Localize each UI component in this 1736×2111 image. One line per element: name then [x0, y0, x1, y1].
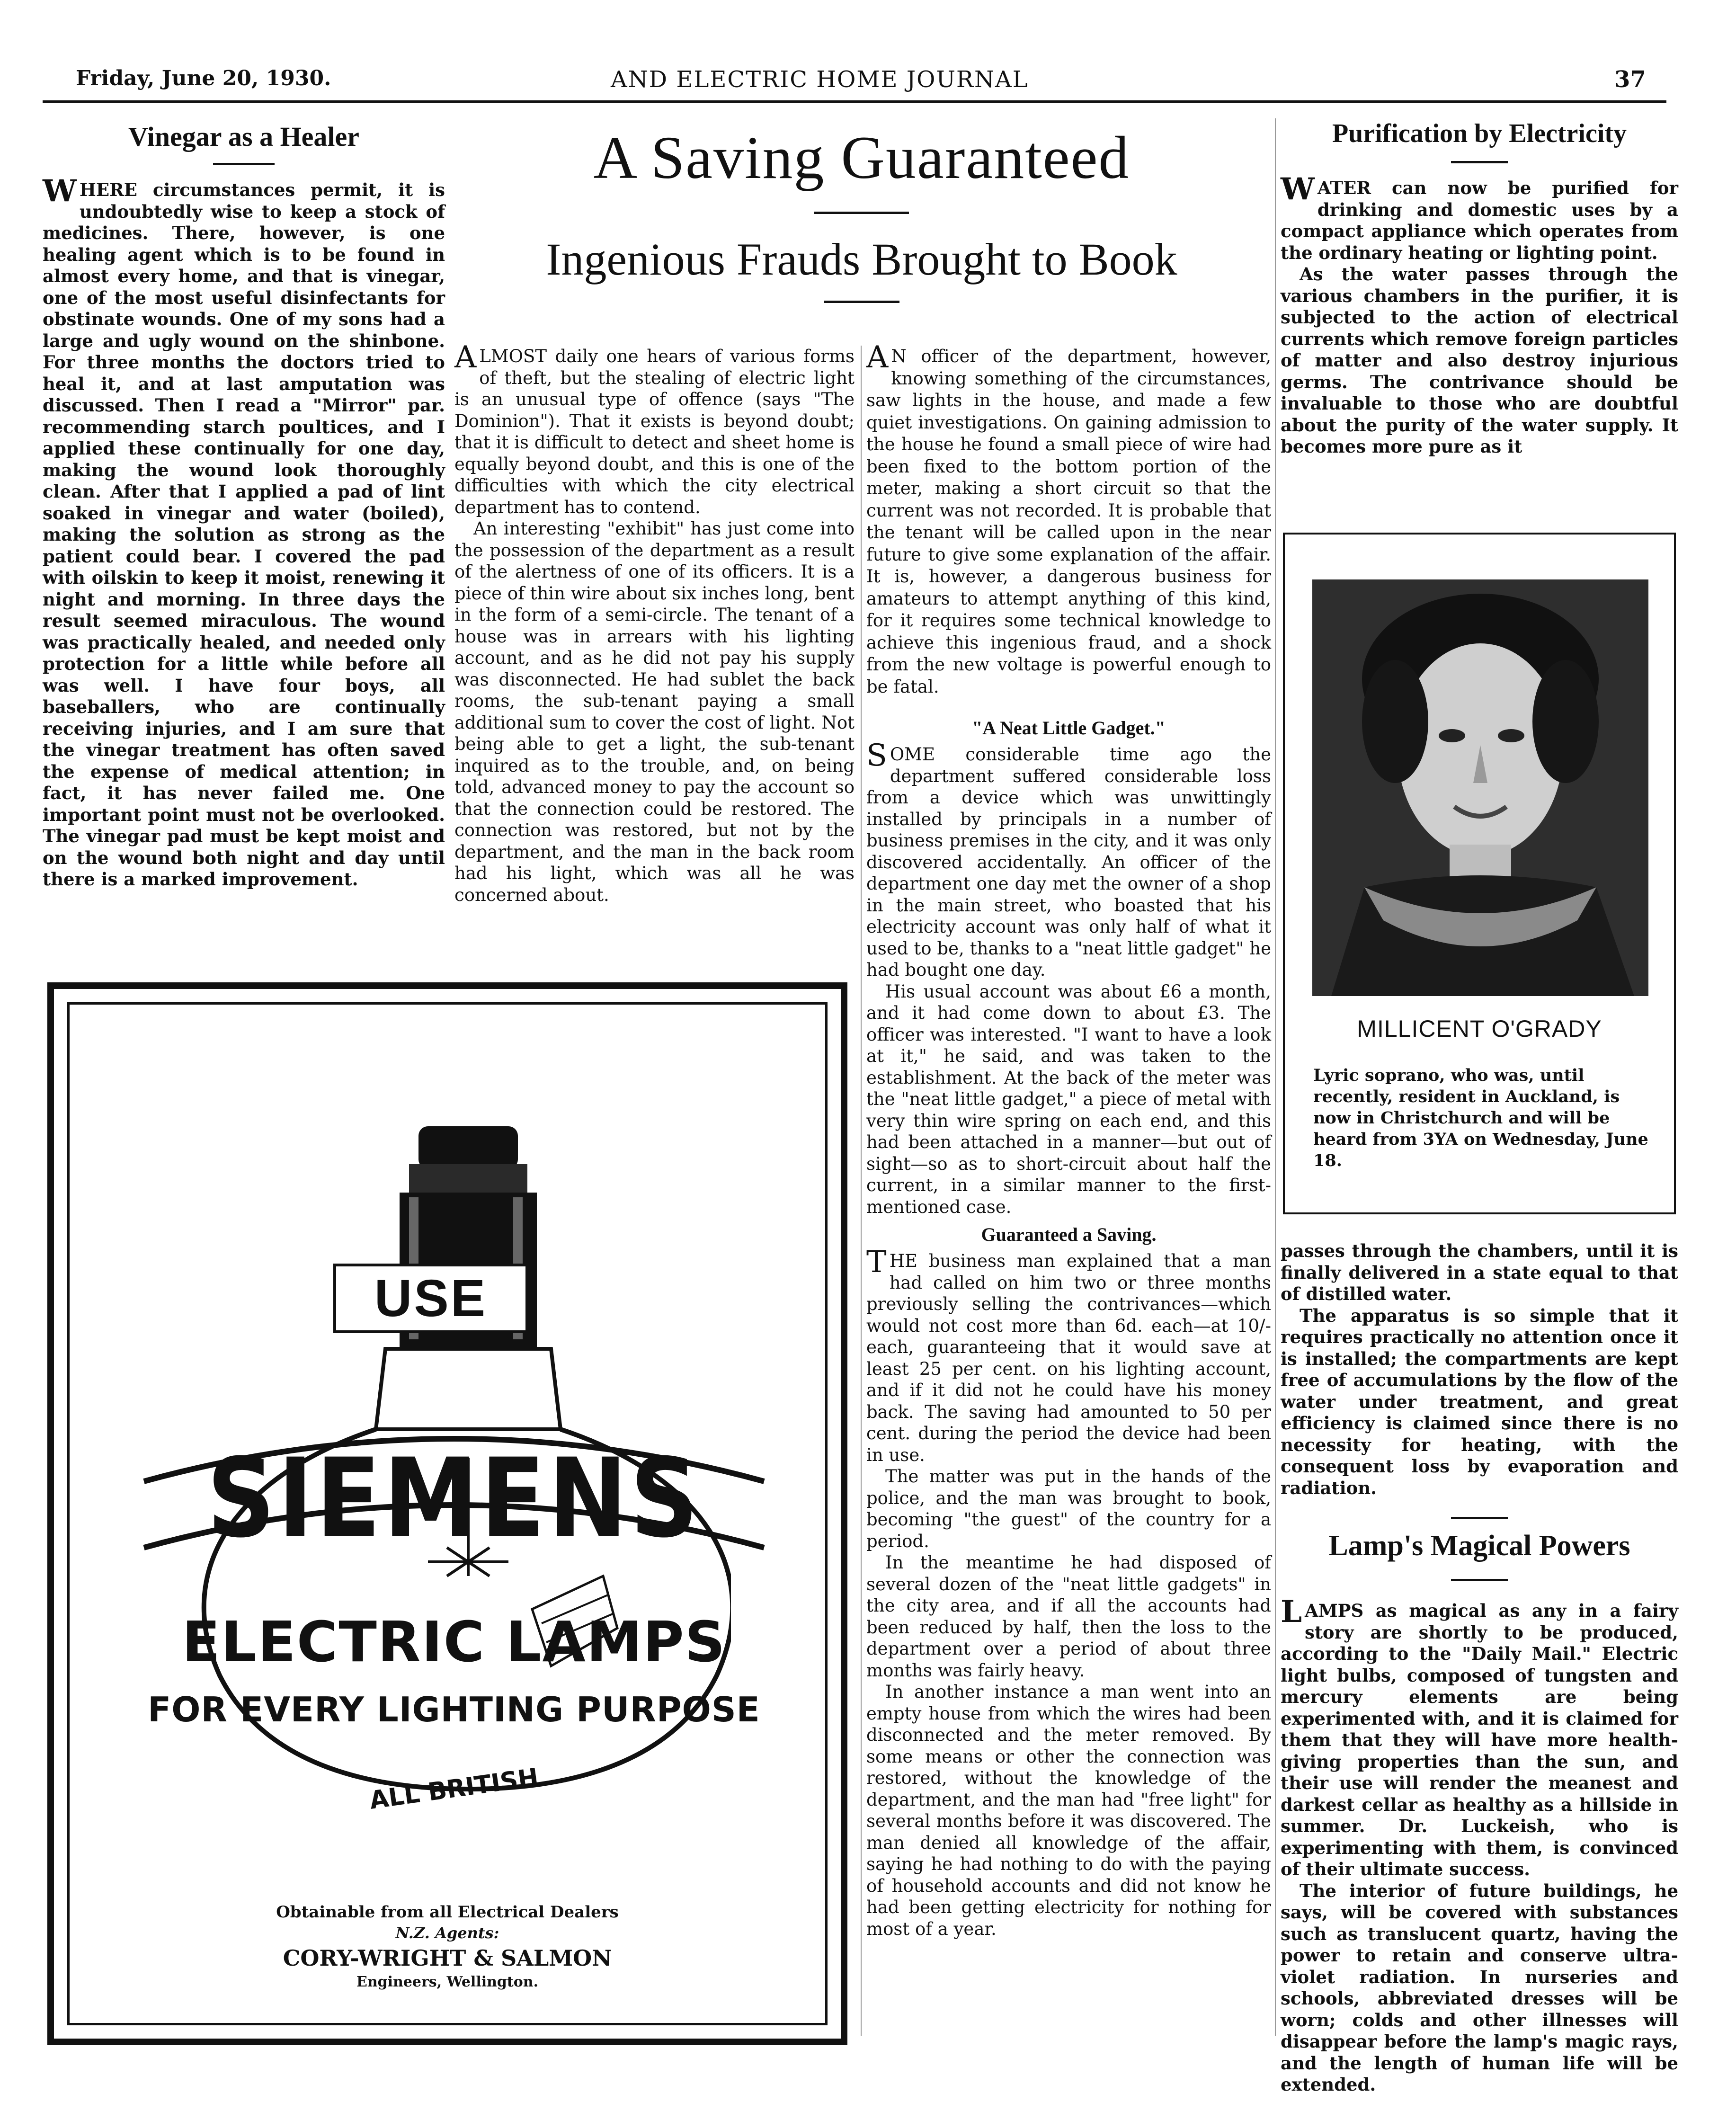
- gadget-subheading: "A Neat Little Gadget.": [972, 717, 1166, 739]
- ad-product: ELECTRIC LAMPS: [182, 1609, 726, 1675]
- ad-origin: ALL BRITISH: [367, 1763, 541, 1815]
- page-header: [43, 66, 1662, 99]
- purification-end-rule: [1451, 1517, 1508, 1519]
- saving-paragraph: In another instance a man went into an empty house from which the wires had been disconnected and the meter removed. By some means or other the connection was restored, without the knowledge of the department, and the man had "free light" for several months before it was discovered. The man denied all knowledge of the affair, saying he had nothing to do with the paying of household accounts and did not know he had been getting electricity for nothing for most of a year.: [866, 1682, 1271, 1939]
- main-col1-paragraph: LMOST daily one hears of various forms of theft, but the stealing of electric light is an unusual type of offence (says "The Dominion"). That it exists is beyond doubt; that it is difficult to detect and sheet home is equally beyond doubt, and this is one of the difficulties with which the city electrical department has to contend.: [454, 346, 855, 517]
- main-story-headlines: [454, 123, 1269, 303]
- vinegar-article: [43, 121, 445, 891]
- main-dropcap: A: [454, 340, 477, 375]
- purification-dropcap: W: [1281, 171, 1315, 207]
- ad-brand: SIEMENS: [206, 1435, 702, 1562]
- ad-use-text: USE: [333, 1264, 528, 1333]
- portrait-box: [1283, 533, 1676, 1214]
- main-col1-paragraph: An interesting "exhibit" has just come into the possession of the department as a result of the alertness of one of its officers. It is a piece of thin wire about six inches long, bent in the form of a semi-circle. The tenant of a house was in arrears with his lighting account, and as he did not pay his supply was disconnected. He had sublet the back rooms, the sub-tenant paying a small additional sum to cover the cost of light. Not being able to get a light, the sub-tenant inquired as to the trouble, and, on being told, advanced money to pay the account so that the connection could be restored. The connection was restored, but not by the department, and the man in the back room had his light, which was all he was concerned about.: [454, 518, 855, 905]
- main-headline-rule: [814, 212, 909, 214]
- main-story-col1-body: [454, 340, 855, 906]
- saving-paragraph: HE business man explained that a man had called on him two or three months previously selling the contrivances—which would not cost more than 6d. each—at 10/- each, guaranteeing that it would save at least 25 per cent. on his lighting account, and if it did not he could have his money back. The saving had amounted to 50 per cent. during the period the device had been in use.: [866, 1251, 1271, 1465]
- main-subheadline: Ingenious Frauds Brought to Book: [546, 234, 1177, 285]
- purification-continuation: The apparatus is so simple that it requires practically no attention once it is installed; the compartments are kept free of accumulations by the flow of the water under treatment, and great efficiency is claimed since there is no necessity for heating, with the consequent loss by evaporation and radiation.: [1281, 1305, 1678, 1498]
- vinegar-dropcap: W: [43, 173, 77, 209]
- ad-tagline: FOR EVERY LIGHTING PURPOSE: [148, 1690, 760, 1729]
- vinegar-headline: Vinegar as a Healer: [128, 121, 360, 152]
- ad-obtainable: Obtainable from all Electrical Dealers: [276, 1903, 619, 1922]
- saving-paragraph: In the meantime he had disposed of several dozen of the "neat little gadgets" in the city area, and if all the accounts had been reduced by half, then the loss to the department over a period of about three months was fairly heavy.: [866, 1552, 1271, 1681]
- gadget-paragraph: OME considerable time ago the department suffered considerable loss from a device which was unwittingly installed by principals in a number of business premises in the city, and it was only discovered accidentally. An officer of the department one day met the owner of a shop in the main street, who boasted that his electricity account was only half of what it used to be, thanks to a "neat little gadget" he had bought one day.: [866, 744, 1271, 980]
- purification-rule: [1451, 161, 1508, 163]
- column-rule: [861, 346, 862, 2036]
- purification-continuation-body: [1281, 1240, 1678, 1499]
- lamps-paragraph: The interior of future buildings, he says, will be covered with substances such as translucent quartz, having the power to retain and conserve ultra-violet radiation. In nurseries and schools, abbreviated dresses will be worn; colds and other illnesses will disappear before the lamp's magic rays, and the length of human life will be extended.: [1281, 1880, 1678, 2095]
- main-story-col2-body: [866, 340, 1271, 698]
- publication-name: AND ELECTRIC HOME JOURNAL: [611, 66, 1029, 93]
- purification-paragraph: As the water passes through the various chambers in the purifier, it is subjected to the action of electrical currents which remove foreign particles of matter and also destroy injurious germs. The contrivance should be invaluable to those who are doubtful about the purity of the water supply. It becomes more pure as it: [1281, 264, 1678, 457]
- siemens-advertisement: [47, 982, 847, 2045]
- lamps-dropcap: L: [1281, 1594, 1302, 1630]
- portrait-caption: Lyric soprano, who was, until recently, resident in Auckland, is now in Christchurch and will be heard from 3YA on Wednesday, June 18.: [1313, 1066, 1648, 1170]
- col2-intro: N officer of the department, however, knowing something of the circumstances, saw lights in the house, and made a few quiet investigations. On gaining admission to the house he found a small piece of wire had been fixed to the bottom portion of the meter, making a short circuit so that the current was not recorded. It is probable that the tenant will be called upon in the near future to give some explanation of the affair. It is, however, a dangerous business for amateurs to attempt anything of this kind, for it requires some technical knowledge to achieve this ingenious fraud, and a shock from the new voltage is powerful enough to be fatal.: [866, 346, 1271, 697]
- portrait-illustration: [1312, 579, 1648, 996]
- lamps-headline: Lamp's Magical Powers: [1328, 1530, 1630, 1562]
- ad-location: Engineers, Wellington.: [356, 1974, 539, 1990]
- column-rule: [1275, 118, 1276, 2036]
- col2-dropcap: A: [866, 340, 889, 375]
- vinegar-rule: [213, 163, 275, 165]
- ad-agents-label: N.Z. Agents:: [395, 1924, 499, 1942]
- gadget-body: [866, 738, 1271, 1218]
- purification-headline: Purification by Electricity: [1332, 119, 1627, 148]
- saving-paragraph: The matter was put in the hands of the police, and the man was brought to book, becoming "the guest" of the country for a period.: [866, 1466, 1271, 1551]
- lamps-rule: [1451, 1579, 1508, 1581]
- purification-body: [1281, 171, 1678, 458]
- purification-continued: [1281, 1240, 1678, 1519]
- purification-paragraph: ATER can now be purified for drinking and domestic uses by a compact appliance which operates from the ordinary heating or lighting point.: [1281, 178, 1678, 263]
- saving-body: [866, 1245, 1271, 1940]
- vinegar-body: [43, 173, 445, 891]
- portrait-name: MILLICENT O'GRADY: [1357, 1015, 1602, 1042]
- saving-subheading: Guaranteed a Saving.: [981, 1224, 1157, 1245]
- header-rule: [43, 100, 1666, 103]
- lamps-body: [1281, 1594, 1678, 2096]
- vinegar-paragraph: HERE circumstances permit, it is undoubtedly wise to keep a stock of medicines. There, however, is one healing agent which is to be found in almost every home, and that is vinegar, one of the most useful disinfectants for obstinate wounds. One of my sons had a large and ugly wound on the shinbone. For three months the doctors tried to heal it, and at last amputation was discussed. Then I read a "Mirror" par. recommending starch poultices, and I applied these continually for one day, making the wound look thoroughly clean. After that I applied a pad of lint soaked in vinegar and water (boiled), making the solution as strong as the patient could bear. I covered the pad with oilskin to keep it moist, renewing it night and morning. In three days the result seemed miraculous. The wound was practically healed, and needed only protection for a little while before all was well. I have four boys, all baseballers, who are continually receiving injuries, and I am sure that the vinegar treatment has often saved the expense of medical attention; in fact, it has never failed me. One important point must not be overlooked. The vinegar pad must be kept moist and on the wound both night and day until there is a marked improvement.: [43, 179, 445, 890]
- main-subheadline-rule: [824, 301, 899, 303]
- lamps-article: [1281, 1529, 1678, 2096]
- portrait-photo: [1312, 579, 1648, 996]
- issue-date: Friday, June 20, 1930.: [76, 66, 331, 90]
- saving-dropcap: T: [866, 1245, 887, 1280]
- gadget-dropcap: S: [866, 738, 887, 773]
- main-story-column-1: [454, 340, 855, 906]
- purification-article: [1281, 118, 1678, 458]
- ad-agents: CORY-WRIGHT & SALMON: [283, 1945, 612, 1971]
- page-number: 37: [1614, 66, 1646, 93]
- main-headline: A Saving Guaranteed: [593, 124, 1130, 191]
- gadget-paragraph: His usual account was about £6 a month, and it had come down to about £3. The officer was interested. "I want to have a look at it," he said, and was taken to the establishment. At the back of the meter was the "neat little gadget," a piece of metal with very thin wire spring on each end, and this had been attached in a manner—but out of sight—so as to short-circuit about half the current, in a similar manner to the first-mentioned case.: [866, 981, 1271, 1217]
- purification-continuation: passes through the chambers, until it is finally delivered in a state equal to that of distilled water.: [1281, 1240, 1678, 1304]
- lamps-paragraph: AMPS as magical as any in a fairy story are shortly to be produced, according to the "Daily Mail." Electric light bulbs, composed of tungsten and mercury elements are being experimented with, and it is claimed for them that they will have more health-giving properties than the sun, and their use will render the meanest and darkest cellar as healthy as a hillside in summer. Dr. Luckeish, who is experimenting with them, is convinced of their ultimate success.: [1281, 1600, 1678, 1879]
- main-story-column-2: [866, 340, 1271, 1940]
